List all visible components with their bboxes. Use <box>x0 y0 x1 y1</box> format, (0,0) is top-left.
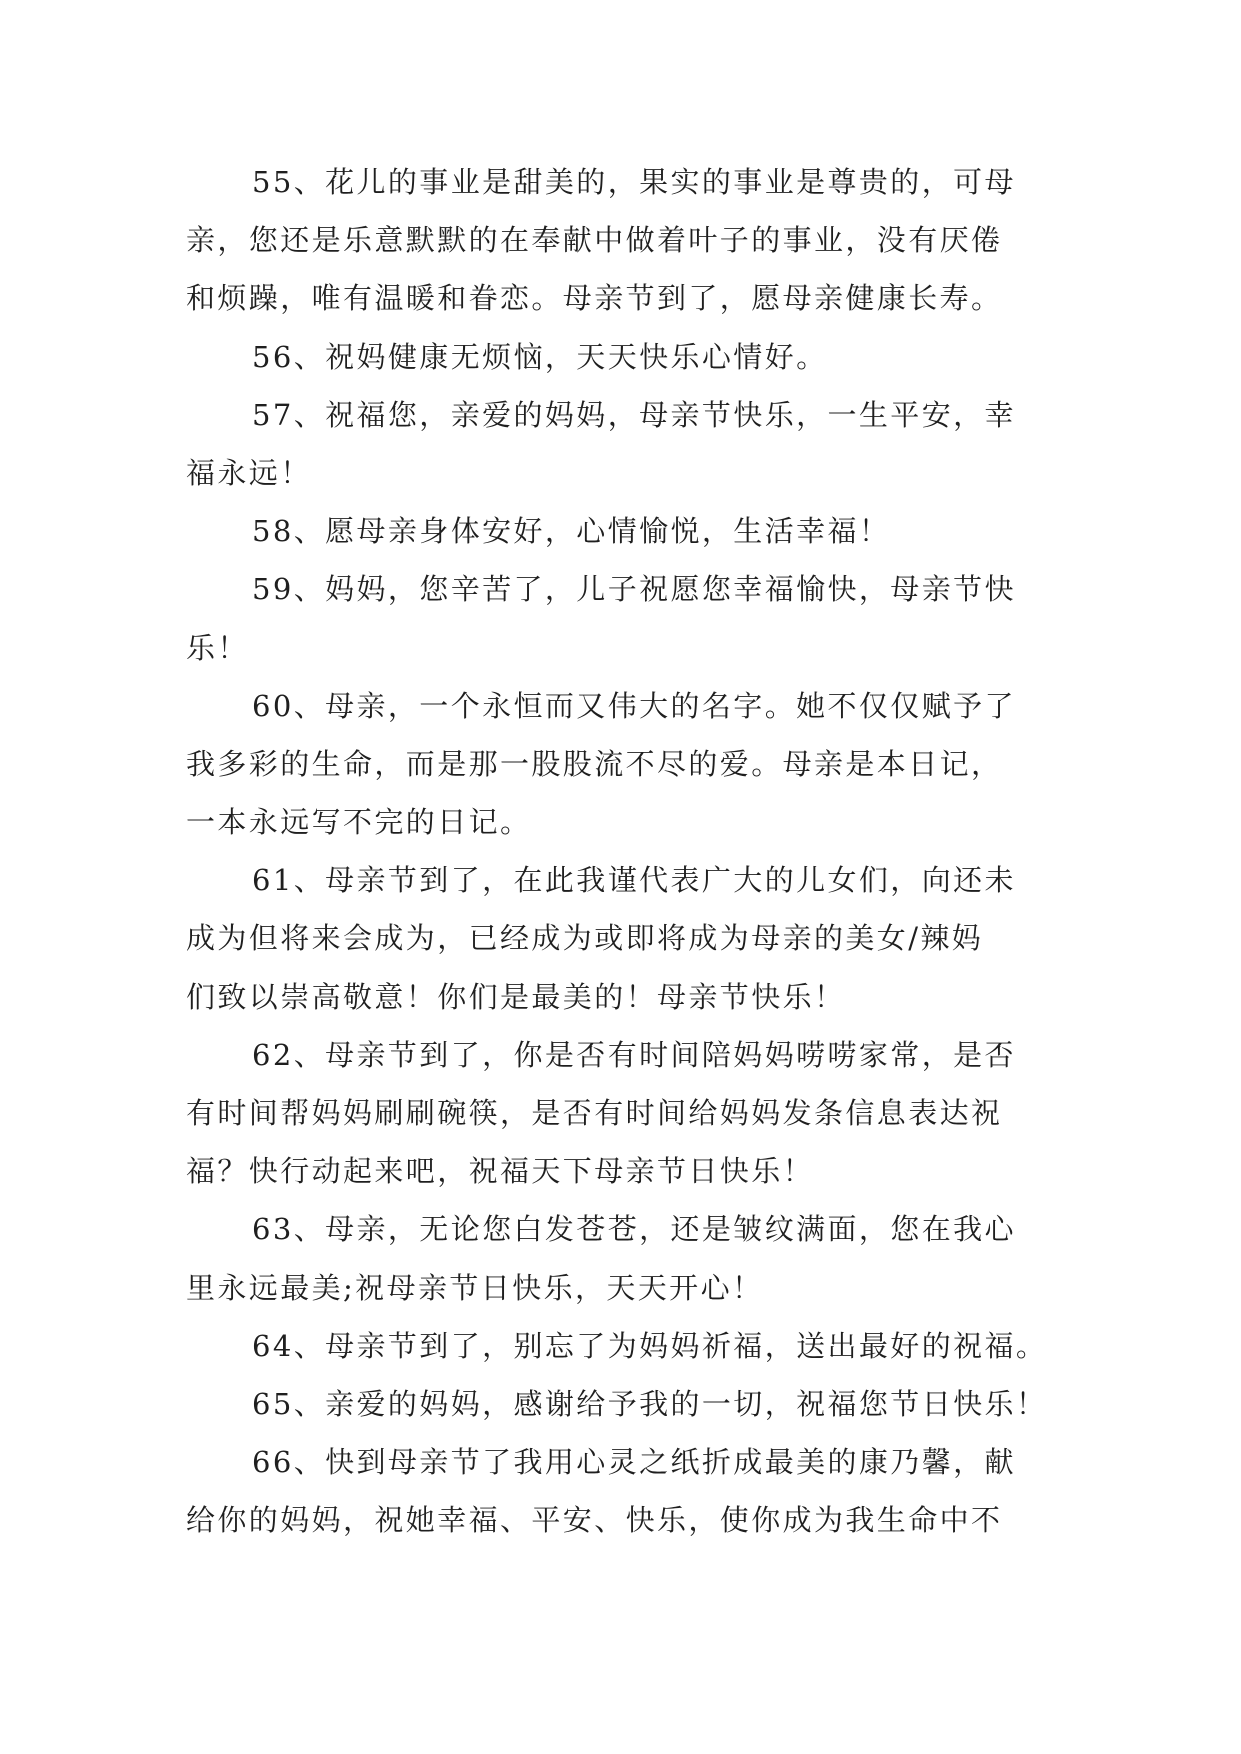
text-line: 55、花儿的事业是甜美的，果实的事业是尊贵的，可母 <box>252 165 1016 199</box>
paragraph-62 <box>186 1026 1066 1201</box>
text-line: 58、愿母亲身体安好，心情愉悦，生活幸福！ <box>252 514 891 549</box>
paragraph-55 <box>186 153 1066 328</box>
text-line: 57、祝福您，亲爱的妈妈，母亲节快乐，一生平安，幸 <box>252 397 1016 432</box>
text-line: 59、妈妈，您辛苦了，儿子祝愿您幸福愉快，母亲节快 <box>252 572 1016 607</box>
text-line: 61、母亲节到了，在此我谨代表广大的儿女们，向还未 <box>252 863 1016 898</box>
paragraph-66 <box>186 1433 1066 1549</box>
text-line: 66、快到母亲节了我用心灵之纸折成最美的康乃馨，献 <box>252 1445 1016 1480</box>
text-line: 有时间帮妈妈刷刷碗筷，是否有时间给妈妈发条信息表达祝 <box>186 1096 1003 1130</box>
text-line: 乐！ <box>186 630 249 665</box>
paragraph-64 <box>186 1317 1066 1375</box>
paragraph-60 <box>186 677 1066 852</box>
text-line: 60、母亲，一个永恒而又伟大的名字。她不仅仅赋予了 <box>252 688 1016 723</box>
paragraph-61 <box>186 851 1066 1026</box>
text-line: 和烦躁，唯有温暖和眷恋。母亲节到了，愿母亲健康长寿。 <box>186 281 1003 316</box>
text-line: 一本永远写不完的日记。 <box>186 805 532 840</box>
document-body <box>186 153 1066 1550</box>
text-line: 64、母亲节到了，别忘了为妈妈祈福，送出最好的祝福。 <box>252 1328 1048 1363</box>
paragraph-56 <box>186 328 1066 386</box>
text-line: 们致以崇高敬意！你们是最美的！母亲节快乐！ <box>186 979 846 1014</box>
text-line: 成为但将来会成为，已经成为或即将成为母亲的美女/辣妈 <box>186 921 984 956</box>
paragraph-57 <box>186 386 1066 502</box>
text-line: 65、亲爱的妈妈，感谢给予我的一切，祝福您节日快乐！ <box>252 1386 1048 1421</box>
text-line: 给你的妈妈，祝她幸福、平安、快乐，使你成为我生命中不 <box>186 1503 1003 1538</box>
text-line: 福永远！ <box>186 455 312 490</box>
text-line: 56、祝妈健康无烦恼，天天快乐心情好。 <box>252 339 828 374</box>
text-line: 我多彩的生命，而是那一股股流不尽的爱。母亲是本日记， <box>186 746 1003 781</box>
text-line: 福？快行动起来吧，祝福天下母亲节日快乐！ <box>186 1154 815 1189</box>
paragraph-59 <box>186 560 1066 676</box>
text-line: 63、母亲，无论您白发苍苍，还是皱纹满面，您在我心 <box>252 1212 1016 1247</box>
paragraph-63 <box>186 1200 1066 1316</box>
paragraph-58 <box>186 502 1066 560</box>
text-line: 亲，您还是乐意默默的在奉献中做着叶子的事业，没有厌倦 <box>186 223 1003 258</box>
text-line: 62、母亲节到了，你是否有时间陪妈妈唠唠家常，是否 <box>252 1037 1016 1072</box>
paragraph-65 <box>186 1375 1066 1433</box>
text-line: 里永远最美;祝母亲节日快乐，天天开心！ <box>186 1270 764 1305</box>
